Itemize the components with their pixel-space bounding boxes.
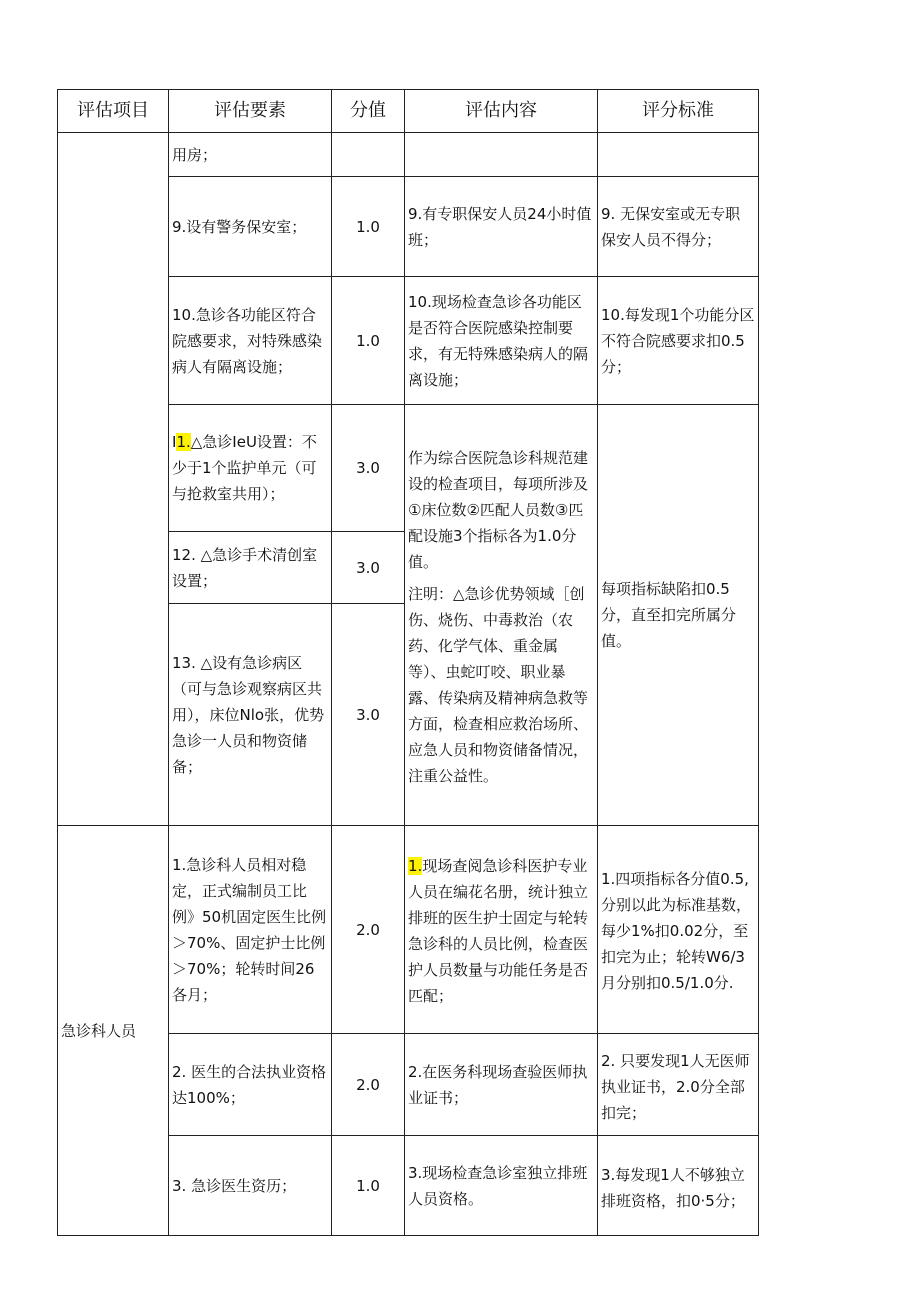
standard-cell: 9. 无保安室或无专职保安人员不得分；: [598, 177, 759, 277]
content-cell: 10.现场检查急诊各功能区是否符合医院感染控制要求，有无特殊感染病人的隔离设施；: [405, 277, 598, 405]
score-cell: 3.0: [332, 532, 405, 604]
score-cell: 3.0: [332, 604, 405, 826]
score-cell: 1.0: [332, 177, 405, 277]
element-cell: 2. 医生的合法执业资格达100%；: [169, 1034, 332, 1136]
score-cell: 3.0: [332, 405, 405, 532]
highlight-mark: 1.: [176, 433, 191, 451]
header-item: 评估项目: [58, 90, 169, 133]
content-cell: 2.在医务科现场查验医师执业证书；: [405, 1034, 598, 1136]
score-cell: 2.0: [332, 826, 405, 1034]
content-group-text: 作为综合医院急诊科规范建设的检查项目，每项所涉及①床位数②匹配人员数③匹配设施3个指标各为1.0分值。: [408, 449, 589, 571]
score-cell: 2.0: [332, 1034, 405, 1136]
element-cell: 13. △设有急诊病区（可与急诊观察病区共用），床位Nlo张，优势急诊一人员和物资储备；: [169, 604, 332, 826]
score-cell: 1.0: [332, 1136, 405, 1236]
score-cell: [332, 133, 405, 177]
content-cell: [405, 133, 598, 177]
element-cell: [169, 405, 332, 532]
element-cell: 1.急诊科人员相对稳定，正式编制员工比例》50机固定医生比例＞70%、固定护士比例＞70%；轮转时间26各月；: [169, 826, 332, 1034]
element-cell: 用房；: [169, 133, 332, 177]
standard-cell: [598, 133, 759, 177]
standard-cell-merged: 每项指标缺陷扣0.5分，直至扣完所属分值。: [598, 405, 759, 826]
header-score: 分值: [332, 90, 405, 133]
score-cell: 1.0: [332, 277, 405, 405]
table-row: [58, 133, 759, 177]
standard-cell: 3.每发现1人不够独立排班资格，扣0·5分；: [598, 1136, 759, 1236]
element-cell: 10.急诊各功能区符合院感要求，对特殊感染病人有隔离设施；: [169, 277, 332, 405]
element-cell: 12. △急诊手术清创室设置；: [169, 532, 332, 604]
highlight-mark: 1.: [408, 856, 423, 875]
content-cell: [405, 826, 598, 1034]
content-cell: 9.有专职保安人员24小时值班；: [405, 177, 598, 277]
content-text: 现场查阅急诊科医护专业人员在编花名册，统计独立排班的医生护士固定与轮转急诊科的人员比例，检查医护人员数量与功能任务是否匹配；: [408, 856, 589, 1005]
item-cell-empty: [58, 133, 169, 826]
header-element: 评估要素: [169, 90, 332, 133]
standard-cell: 2. 只要发现1人无医师执业证书，2.0分全部扣完；: [598, 1034, 759, 1136]
element-cell: 3. 急诊医生资历；: [169, 1136, 332, 1236]
content-cell-merged: [405, 405, 598, 826]
standard-cell: 10.每发现1个功能分区不符合院感要求扣0.5分；: [598, 277, 759, 405]
evaluation-table: [57, 89, 759, 1236]
table-row: [58, 826, 759, 1034]
element-prefix: I: [172, 433, 177, 451]
item-cell-staff: 急诊科人员: [58, 826, 169, 1236]
element-cell: 9.设有警务保安室；: [169, 177, 332, 277]
standard-cell: 1.四项指标各分值0.5,分别以此为标准基数，每少1%扣0.02分，至扣完为止；轮转W6/3月分别扣0.5/1.0分.: [598, 826, 759, 1034]
content-cell: 3.现场检查急诊室独立排班人员资格。: [405, 1136, 598, 1236]
header-row: [58, 90, 759, 133]
content-note-text: 注明：△急诊优势领域［创伤、烧伤、中毒救治（农药、化学气体、重金属等）、虫蛇叮咬、职业暴露、传染病及精神病急救等方面，检查相应救治场所、应急人员和物资储备情况，注重公益性。: [408, 585, 589, 785]
header-standard: 评分标准: [598, 90, 759, 133]
header-content: 评估内容: [405, 90, 598, 133]
element-text: △急诊IeU设置：不少于1个监护单元（可与抢救室共用）；: [172, 433, 317, 503]
